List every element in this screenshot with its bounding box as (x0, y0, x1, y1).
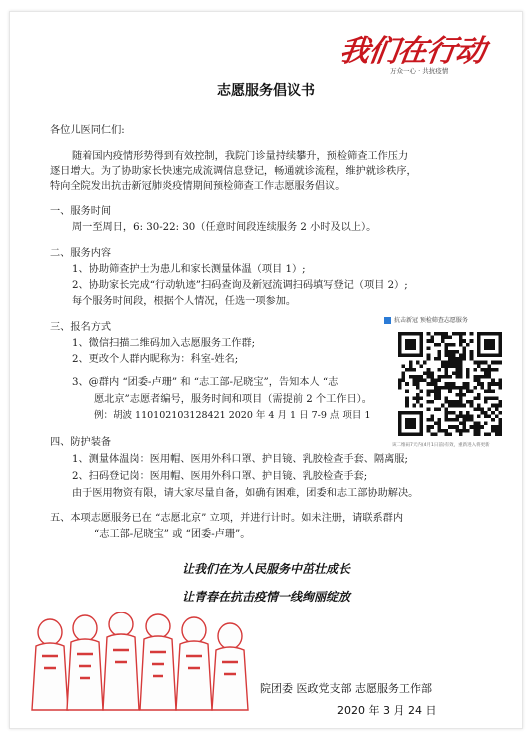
section-line: 2、扫码登记岗：医用帽、医用外科口罩、护目镜、乳胶检查手套; (72, 471, 368, 482)
qr-code[interactable] (398, 332, 502, 436)
worker-figure (176, 617, 212, 710)
qr-caption: 抗击新冠 预检筛查志愿服务 (384, 315, 468, 324)
section-line: 由于医用物资有限，请大家尽量自备，如确有困难，团委和志工部协助解决。 (72, 488, 419, 499)
document-page (9, 11, 523, 729)
section-line: 2、协助家长完成“行动轨迹”扫码查询及新冠流调扫码填写登记（项目 2）; (72, 280, 408, 291)
section-heading: 三、报名方式 (50, 322, 112, 333)
qr-footer: 该二维码7天内(4月1日前)有效，重新进入将更新 (392, 443, 490, 448)
section-line: 例：胡波 110102103128421 2020 年 4 月 1 日 7-9 点 项目 1 (94, 410, 371, 421)
section-line: 1、协助筛查护士为患儿和家长测量体温（项目 1）; (72, 264, 306, 275)
document-date: 2020 年 3 月 24 日 (337, 704, 437, 717)
section-line: 周一至周日，6: 30-22: 30（任意时间段连续服务 2 小时及以上）。 (72, 222, 377, 233)
qr-modules (398, 332, 502, 436)
section-heading: 一、服务时间 (50, 206, 112, 217)
section-line: 2、更改个人群内昵称为：科室-姓名; (72, 354, 239, 365)
section-heading: 四、防护装备 (50, 437, 112, 448)
worker-figure (212, 623, 248, 710)
intro-line: 特向全院发出抗击新冠肺炎疫情期间预检筛查工作志愿服务倡议。 (50, 181, 346, 192)
intro-line: 随着国内疫情形势得到有效控制，我院门诊量持续攀升，预检筛查工作压力 (72, 151, 409, 162)
medical-workers-illustration (28, 612, 258, 716)
section-line: 愿北京”志愿者编号，服务时间和项目（需提前 2 个工作日）。 (94, 394, 372, 405)
calligraphy-line: 让我们在为人民服务中茁壮成长 (181, 562, 350, 576)
worker-figure (32, 619, 68, 710)
worker-figure (140, 614, 176, 710)
section-line: 每个服务时间段，根据个人情况，任选一项参加。 (72, 296, 297, 307)
section-line: “志工部-尼晓宝” 或 “团委-卢珊”。 (94, 529, 251, 540)
calligraphy-line: 让青春在抗击疫情一线绚丽绽放 (181, 590, 350, 604)
signatories: 院团委 医政党支部 志愿服务工作部 (260, 682, 432, 695)
slogan-logo: 我们在行动 (337, 34, 487, 69)
group-chat-icon (384, 317, 391, 324)
section-heading: 二、服务内容 (50, 248, 112, 259)
section-line: 3、@群内 “团委-卢珊” 和 “志工部-尼晓宝”，告知本人 “志 (72, 377, 339, 388)
greeting: 各位儿医同仁们: (50, 125, 125, 136)
slogan-subtitle: 万众一心 · 共抗疫情 (390, 67, 449, 75)
intro-line: 逐日增大。为了协助家长快速完成流调信息登记，畅通就诊流程，维护就诊秩序， (50, 166, 417, 177)
section-heading: 五、本项志愿服务已在 “志愿北京” 立项，并进行计时。如未注册，请联系群内 (50, 513, 404, 524)
worker-figure (103, 612, 139, 710)
section-line: 1、测量体温岗：医用帽、医用外科口罩、护目镜、乳胶检查手套、隔离服; (72, 454, 408, 465)
page-title: 志愿服务倡议书 (217, 83, 315, 99)
section-line: 1、微信扫描二维码加入志愿服务工作群; (72, 338, 256, 349)
worker-figure (67, 615, 103, 710)
